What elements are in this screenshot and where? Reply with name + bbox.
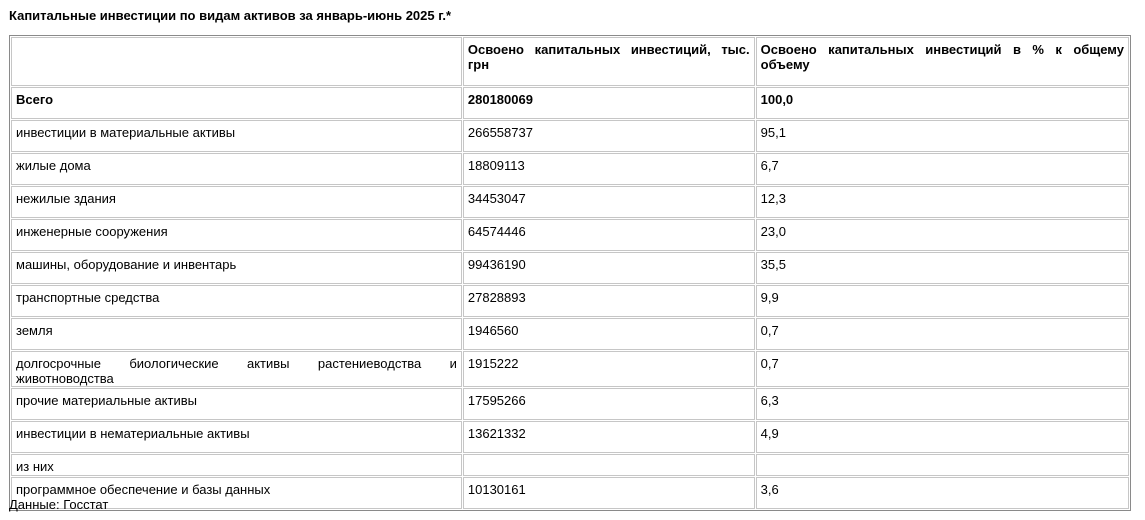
- investment-table: [9, 35, 1131, 511]
- row-label: инженерные сооружения: [11, 219, 462, 251]
- row-label: жилые дома: [11, 153, 462, 185]
- header-cell-empty: [11, 37, 462, 86]
- table-row: [11, 219, 1129, 251]
- table-row: [11, 421, 1129, 453]
- source-note: Данные: Госстат: [9, 497, 109, 512]
- table-row: [11, 186, 1129, 218]
- row-label: Всего: [11, 87, 462, 119]
- row-label: инвестиции в нематериальные активы: [11, 421, 462, 453]
- row-label: земля: [11, 318, 462, 350]
- row-percent: 6,3: [756, 388, 1129, 420]
- row-label: машины, оборудование и инвентарь: [11, 252, 462, 284]
- table-row: [11, 153, 1129, 185]
- row-amount: 280180069: [463, 87, 755, 119]
- table-row: [11, 351, 1129, 387]
- row-amount: 18809113: [463, 153, 755, 185]
- row-amount: 266558737: [463, 120, 755, 152]
- row-label: из них: [11, 454, 462, 476]
- row-percent: 3,6: [756, 477, 1129, 509]
- table-row-subheading: [11, 454, 1129, 476]
- row-label: инвестиции в материальные активы: [11, 120, 462, 152]
- row-amount: 64574446: [463, 219, 755, 251]
- row-amount: 99436190: [463, 252, 755, 284]
- header-cell-amount: Освоено капитальных инвестиций, тыс. грн: [463, 37, 755, 86]
- table-row: [11, 252, 1129, 284]
- page-title: Капитальные инвестиции по видам активов за январь-июнь 2025 г.*: [9, 8, 452, 23]
- row-percent: 100,0: [756, 87, 1129, 119]
- row-percent: 95,1: [756, 120, 1129, 152]
- row-percent: 23,0: [756, 219, 1129, 251]
- row-percent: 4,9: [756, 421, 1129, 453]
- row-amount: 34453047: [463, 186, 755, 218]
- row-amount: [463, 454, 755, 476]
- table-row: [11, 388, 1129, 420]
- row-amount: 10130161: [463, 477, 755, 509]
- row-label: программное обеспечение и базы данных: [11, 477, 462, 509]
- row-amount: 13621332: [463, 421, 755, 453]
- table-row: [11, 477, 1129, 509]
- header-cell-percent: Освоено капитальных инвестиций в % к общему объему: [756, 37, 1129, 86]
- row-amount: 27828893: [463, 285, 755, 317]
- row-percent: 6,7: [756, 153, 1129, 185]
- table-row: [11, 285, 1129, 317]
- row-percent: 35,5: [756, 252, 1129, 284]
- row-label: нежилые здания: [11, 186, 462, 218]
- row-amount: 17595266: [463, 388, 755, 420]
- table-row-total: [11, 87, 1129, 119]
- table-row: [11, 318, 1129, 350]
- row-label: транспортные средства: [11, 285, 462, 317]
- row-label: прочие материальные активы: [11, 388, 462, 420]
- row-percent: 9,9: [756, 285, 1129, 317]
- table-header-row: [11, 37, 1129, 86]
- row-percent: 12,3: [756, 186, 1129, 218]
- row-percent: [756, 454, 1129, 476]
- row-percent: 0,7: [756, 318, 1129, 350]
- table-row: [11, 120, 1129, 152]
- row-label: долгосрочные биологические активы растениеводства и животноводства: [11, 351, 462, 387]
- row-percent: 0,7: [756, 351, 1129, 387]
- row-amount: 1946560: [463, 318, 755, 350]
- row-amount: 1915222: [463, 351, 755, 387]
